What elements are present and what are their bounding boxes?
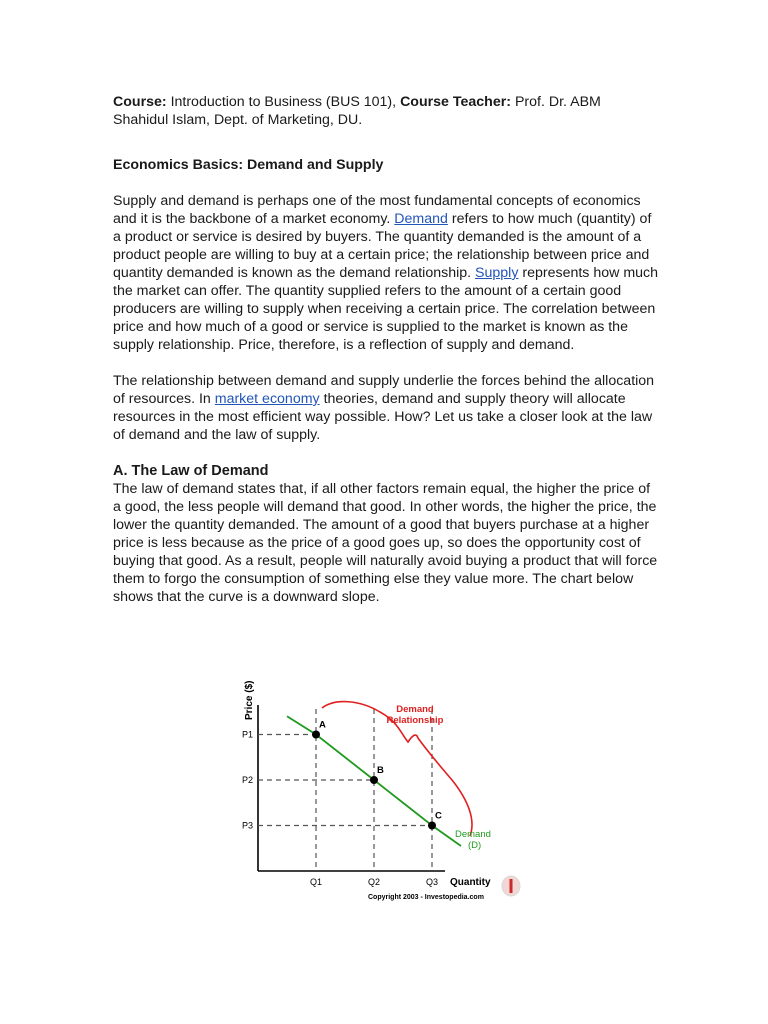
section-title: Economics Basics: Demand and Supply: [113, 157, 384, 173]
course-label: Course:: [113, 94, 167, 110]
course-info: [113, 93, 658, 129]
x-tick-q3: Q3: [426, 877, 439, 887]
paragraph-allocation: [113, 372, 658, 444]
teacher-label: Course Teacher:: [400, 94, 511, 110]
curve-label-line1: Demand: [455, 829, 491, 840]
data-points: [312, 720, 442, 830]
para1-part1: Supply and demand is perhaps one of the most fundamental concepts of economics and it is the backbone of a market economy.: [113, 193, 641, 227]
paragraph-law-of-demand: The law of demand states that, if all other factors remain equal, the higher the price of a good, the less people will demand that good. In other words, the higher the price, the lower the quantity demanded. The amount of a good that buyers purchase at a higher price is less because as the price of a good goes up, so does the opportunity cost of buying that good. As a result, people will naturally avoid buying a product that will force them to forgo the consumption of something else they value more. The chart below shows that the curve is a downward slope.: [113, 481, 658, 605]
law-of-demand-heading: A. The Law of Demand: [113, 463, 269, 479]
document-body: [113, 93, 658, 606]
annotation-line1: Demand: [396, 704, 434, 715]
point-b: [370, 776, 378, 784]
annotation-line2: Relationship: [386, 715, 444, 726]
point-label-a: A: [319, 719, 326, 731]
point-a: [312, 731, 320, 739]
demand-link[interactable]: Demand: [394, 211, 448, 227]
curve-label-line2: (D): [468, 840, 482, 851]
market-economy-link[interactable]: market economy: [214, 391, 320, 407]
course-value: Introduction to Business (BUS 101),: [170, 94, 397, 110]
para1-part3: represents how much the market can offer. The quantity supplied refers to the amount of a certain good producers are willing to supply when receiving a certain price. The correlation between price and how much of a good or service is supplied to the market is known as the supply relationship. Price, therefore, is a reflection of supply and demand.: [113, 265, 659, 353]
para2-part2: theories, demand and supply theory will allocate resources in the most efficient way possible. How? Let us take a closer look at the law of demand and the law of supply.: [113, 391, 653, 443]
chart-copyright: Copyright 2003 - Investopedia.com: [368, 894, 484, 901]
point-c: [428, 822, 436, 830]
paragraph-supply-demand: [113, 192, 658, 354]
x-tick-q2: Q2: [368, 877, 381, 887]
supply-link[interactable]: Supply: [475, 265, 519, 281]
guide-lines: [258, 709, 432, 871]
investopedia-logo: [502, 876, 520, 896]
y-axis-label: Price ($): [244, 680, 255, 720]
y-tick-p3: P3: [242, 820, 254, 831]
point-label-c: C: [435, 810, 442, 822]
y-tick-p1: P1: [242, 729, 254, 740]
y-tick-p2: P2: [242, 775, 254, 785]
para2-part1: The relationship between demand and supply underlie the forces behind the allocation of resources. In: [113, 373, 655, 407]
demand-chart: [230, 660, 530, 905]
teacher-value: Prof. Dr. ABM Shahidul Islam, Dept. of Marketing, DU.: [113, 94, 601, 128]
para1-part2: refers to how much (quantity) of a product or service is desired by buyers. The quantity demanded is the amount of a product people are willing to buy at a certain price; the relationship between price and quantity demanded is known as the demand relationship.: [113, 211, 652, 281]
x-tick-q1: Q1: [310, 877, 323, 887]
point-label-b: B: [377, 765, 384, 776]
x-axis-label: Quantity: [450, 877, 491, 888]
